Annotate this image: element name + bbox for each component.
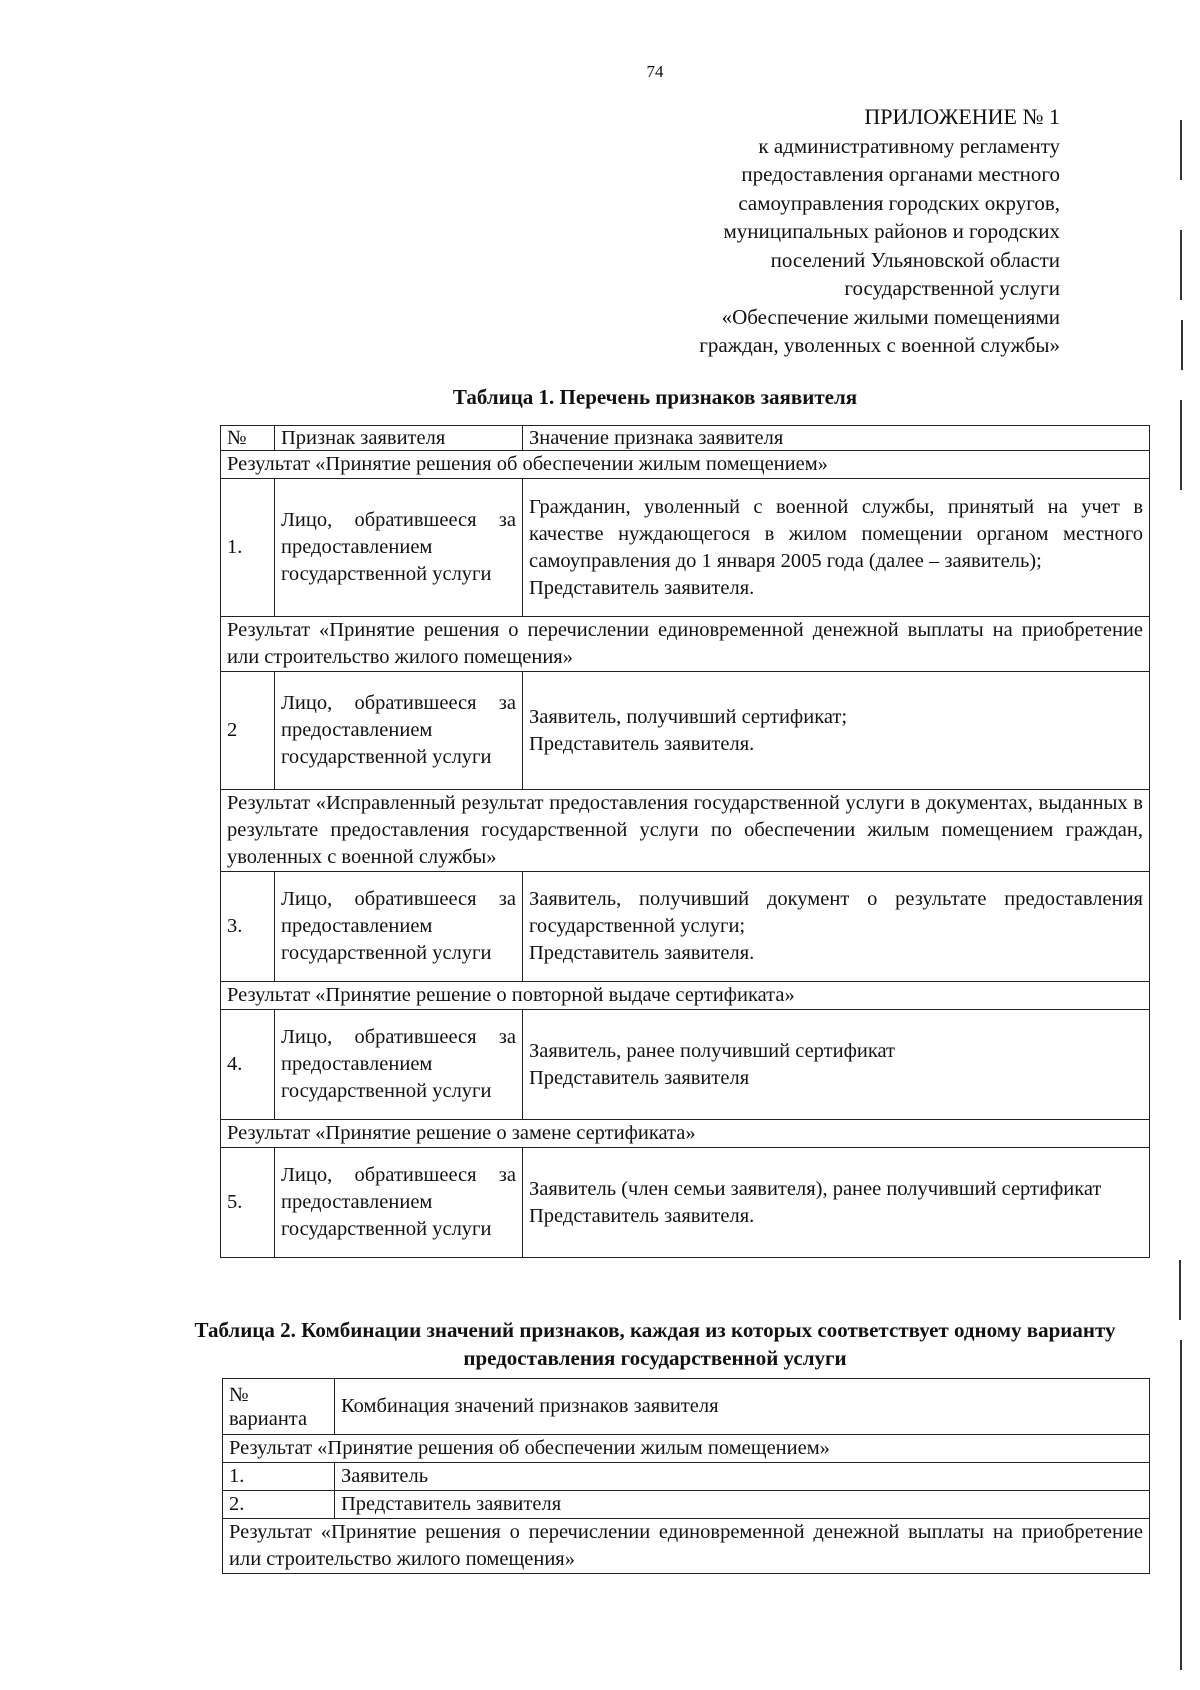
result-cell: Результат «Принятие решение о замене сертификата» (221, 1120, 1150, 1148)
variant-number: 1. (223, 1463, 335, 1491)
row-number: 1. (221, 479, 275, 617)
scan-edge-mark (1180, 400, 1182, 490)
header-attribute: Признак заявителя (275, 426, 523, 451)
result-row (221, 1120, 1150, 1148)
attribute-cell: Лицо, обратившееся за предоставлением государственной услуги (275, 479, 523, 617)
result-cell: Результат «Принятие решения о перечислении единовременной денежной выплаты на приобретение или строительство жилого помещения» (221, 617, 1150, 672)
table-row (223, 1463, 1150, 1491)
table-row (221, 1148, 1150, 1258)
appendix-line: муниципальных районов и городских (723, 219, 1060, 243)
appendix-line: государственной услуги (844, 276, 1060, 300)
value-text-2: Представитель заявителя (529, 1066, 750, 1089)
value-text: Заявитель, получивший сертификат; (529, 705, 848, 728)
table-row (221, 872, 1150, 982)
table-row (221, 672, 1150, 790)
value-cell (523, 672, 1150, 790)
result-row (221, 451, 1150, 479)
table-header-row (221, 426, 1150, 451)
attribute-cell: Лицо, обратившееся за предоставлением государственной услуги (275, 872, 523, 982)
result-row (221, 790, 1150, 872)
result-row (223, 1435, 1150, 1463)
result-cell: Результат «Принятие решения о перечислении единовременной денежной выплаты на приобретение или строительство жилого помещения» (223, 1519, 1150, 1574)
header-combination: Комбинация значений признаков заявителя (335, 1379, 1150, 1435)
value-cell (523, 479, 1150, 617)
table1-caption: Таблица 1. Перечень признаков заявителя (452, 385, 858, 409)
table-row (221, 1010, 1150, 1120)
value-text-2: Представитель заявителя. (529, 732, 755, 755)
variant-number: 2. (223, 1491, 335, 1519)
combination-cell: Представитель заявителя (335, 1491, 1150, 1519)
appendix-line: «Обеспечение жилыми помещениями (721, 304, 1060, 329)
value-text-2: Представитель заявителя. (529, 576, 755, 599)
header-value: Значение признака заявителя (523, 426, 1150, 451)
appendix-line: к административному регламенту (758, 133, 1060, 158)
scan-edge-mark (1180, 230, 1182, 300)
header-variant-num: № варианта (223, 1379, 335, 1435)
result-row (223, 1519, 1150, 1574)
appendix-line: самоуправления городских округов, (738, 190, 1060, 215)
table-row (221, 479, 1150, 617)
attribute-combinations-table (222, 1378, 1150, 1574)
combination-cell: Заявитель (335, 1463, 1150, 1491)
value-text-2: Представитель заявителя. (529, 1204, 755, 1227)
value-text: Заявитель, получивший документ о результате предоставления государственной услуги; (529, 888, 1143, 937)
value-text: Заявитель (член семьи заявителя), ранее получивший сертификат (529, 1177, 1102, 1200)
scan-edge-mark (1181, 320, 1183, 370)
attribute-cell: Лицо, обратившееся за предоставлением государственной услуги (275, 1148, 523, 1258)
appendix-line: граждан, уволенных с военной службы» (699, 333, 1060, 357)
appendix-title: ПРИЛОЖЕНИЕ № 1 (864, 104, 1060, 129)
value-cell (523, 1010, 1150, 1120)
appendix-header (699, 103, 1060, 360)
value-text: Заявитель, ранее получивший сертификат (529, 1039, 896, 1062)
row-number: 3. (221, 872, 275, 982)
result-row (221, 617, 1150, 672)
attribute-cell: Лицо, обратившееся за предоставлением государственной услуги (275, 1010, 523, 1120)
appendix-line: предоставления органами местного (741, 162, 1060, 186)
result-row (221, 982, 1150, 1010)
value-cell (523, 1148, 1150, 1258)
result-cell: Результат «Принятие решение о повторной выдаче сертификата» (221, 982, 1150, 1010)
appendix-line: поселений Ульяновской области (770, 247, 1060, 272)
table-header-row (223, 1379, 1150, 1435)
applicant-attributes-table (220, 425, 1150, 1258)
row-number: 4. (221, 1010, 275, 1120)
attribute-cell: Лицо, обратившееся за предоставлением государственной услуги (275, 672, 523, 790)
value-text: Гражданин, уволенный с военной службы, принятый на учет в качестве нуждающегося в жилом помещении органом местного самоуправления до 1 января 2005 года (далее – заявитель); (529, 495, 1143, 572)
value-cell (523, 872, 1150, 982)
value-text-2: Представитель заявителя. (529, 942, 755, 964)
row-number: 5. (221, 1148, 275, 1258)
scan-edge-mark (1180, 120, 1182, 180)
scan-edge-mark (1179, 1260, 1181, 1320)
table2-caption: Таблица 2. Комбинации значений признаков, каждая из которых соответствует одному варианту предоставления государственной услуги (194, 1318, 1116, 1370)
page-number: 74 (646, 62, 664, 81)
table-row (223, 1491, 1150, 1519)
scan-edge-mark (1180, 1340, 1182, 1670)
header-num: № (221, 426, 275, 451)
result-cell: Результат «Исправленный результат предоставления государственной услуги в документах, выданных в результате предоставления государственной услуги по обеспечении жилым помещением граждан, уволенных с военной службы» (221, 790, 1150, 872)
row-number: 2 (221, 672, 275, 790)
result-cell: Результат «Принятие решения об обеспечении жилым помещением» (223, 1435, 1150, 1463)
result-cell: Результат «Принятие решения об обеспечении жилым помещением» (221, 451, 1150, 479)
